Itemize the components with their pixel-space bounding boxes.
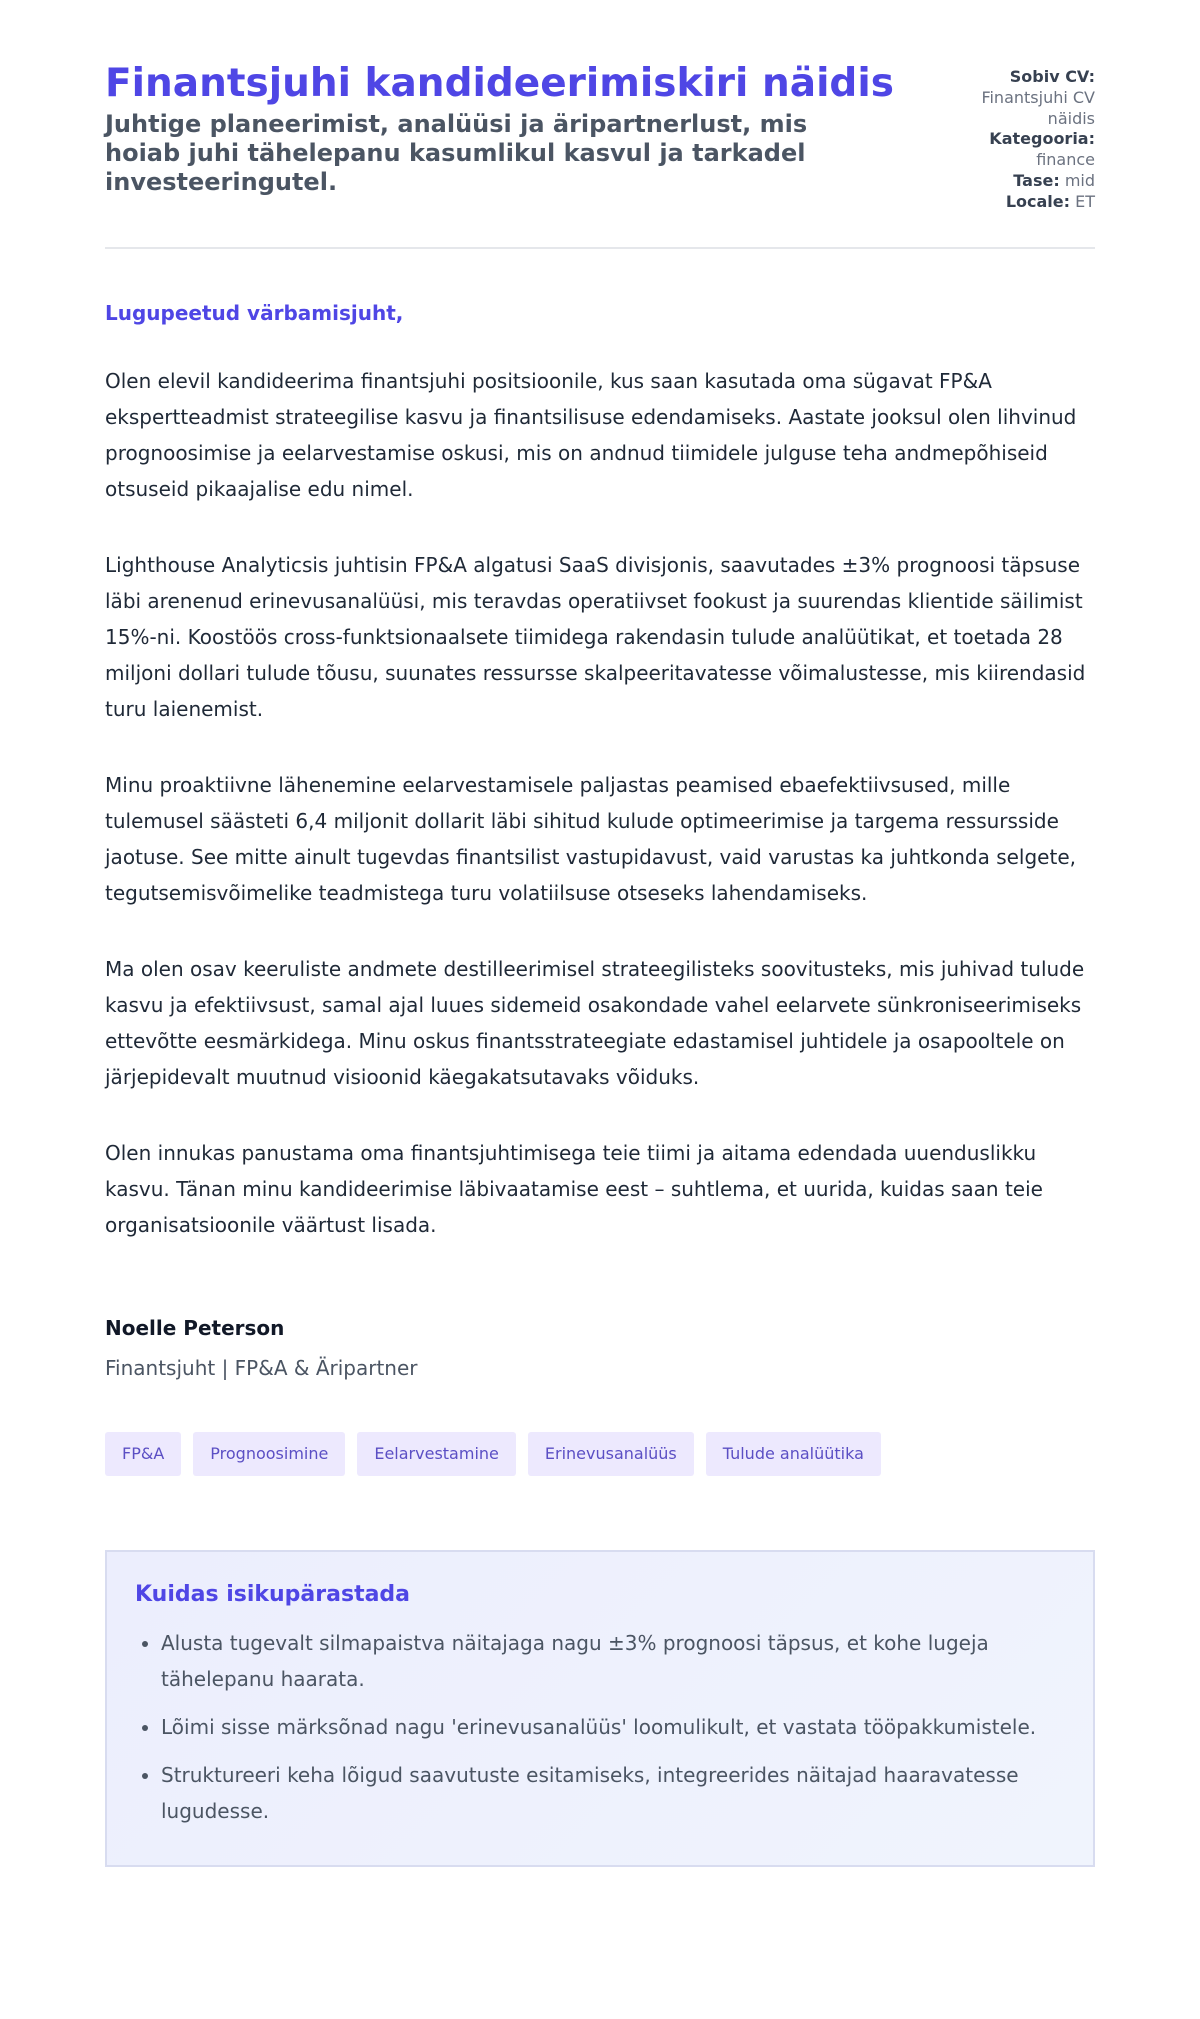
letter-paragraph: Olen innukas panustama oma finantsjuhtimisega teie tiimi ja aitama edendada uuenduslikku kasvu. Tänan minu kandideerimise läbivaatamise eest – suhtlema, et uurida, kuidas saan teie organisatsioonile väärtust lisada.	[105, 1140, 1043, 1237]
letter-paragraph: Minu proaktiivne lähenemine eelarvestamisele paljastas peamised ebaefektiivsused, mille tulemusel säästeti 6,4 miljonit dollarit läbi sihitud kulude optimeerimise ja targema ressursside jaotuse. See mitte ainult tugevdas finantsilist vastupidavust, vaid varustas ka juhtkonda selgete, tegutsemisvõimelike teadmistega turu volatiilsuse otseseks lahendamiseks.	[105, 772, 1076, 905]
meta-locale	[965, 192, 1095, 213]
letter-paragraph: Ma olen osav keeruliste andmete destilleerimisel strateegilisteks soovitusteks, mis juhivad tulude kasvu ja efektiivsust, samal ajal luues sidemeid osakondade vahel eelarvete sünkroniseerimiseks ettevõtte eesmärkidega. Minu oskus finantsstrateegiate edastamisel juhtidele ja osapooltele on järjepidevalt muutnud visioonid käegakatsutavaks võiduks.	[105, 956, 1085, 1089]
signature-title: Finantsjuht | FP&A & Äripartner	[105, 1355, 418, 1380]
page-subtitle: Juhtige planeerimist, analüüsi ja äripartnerlust, mis hoiab juhi tähelepanu kasumlikul kasvul ja tarkadel investeeringutel.	[105, 109, 808, 197]
skill-tags	[105, 1432, 1095, 1476]
meta-level	[965, 171, 1095, 192]
meta-level-label: Tase:	[1013, 170, 1060, 190]
page-title: Finantsjuhi kandideerimiskiri näidis	[105, 61, 894, 106]
tip-item: • Struktureeri keha lõigud saavutuste esitamiseks, integreerides näitajad haaravatesse lugudesse.	[161, 1757, 1065, 1829]
meta-category-label: Kategooria:	[989, 129, 1095, 149]
letter-body	[105, 363, 1095, 1243]
tips-title: Kuidas isikupärastada	[135, 1581, 411, 1607]
tips-list	[135, 1625, 1065, 1829]
tip-item: • Lõimi sisse märksõnad nagu 'erinevusanalüüs' loomulikult, et vastata tööpakkumistele.	[161, 1709, 1065, 1745]
signature-name: Noelle Peterson	[105, 1315, 285, 1340]
skill-tag: Prognoosimine	[193, 1432, 345, 1476]
meta-locale-value: ET	[1075, 191, 1095, 211]
letter-greeting: Lugupeetud värbamisjuht,	[105, 300, 404, 325]
skill-tag: Eelarvestamine	[357, 1432, 516, 1476]
meta-panel	[965, 62, 1095, 213]
skill-tag: Tulude analüütika	[706, 1432, 881, 1476]
personalization-tips	[105, 1550, 1095, 1867]
skill-tag: FP&A	[105, 1432, 181, 1476]
letter-paragraph: Olen elevil kandideerima finantsjuhi positsioonile, kus saan kasutada oma sügavat FP&A ekspertteadmist strateegilise kasvu ja finantsilisuse edendamiseks. Aastate jooksul olen lihvinud prognoosimise ja eelarvestamise oskusi, mis on andnud tiimidele julguse teha andmepõhiseid otsuseid pikaajalise edu nimel.	[105, 368, 1077, 501]
meta-locale-label: Locale:	[1005, 191, 1071, 211]
skill-tag: Erinevusanalüüs	[528, 1432, 694, 1476]
meta-level-value: mid	[1064, 170, 1095, 190]
meta-category-value: finance	[1036, 150, 1095, 170]
cover-letter-page	[105, 0, 1095, 1867]
tip-item: • Alusta tugevalt silmapaistva näitajaga nagu ±3% prognoosi täpsus, et kohe lugeja tähelepanu haarata.	[161, 1625, 1065, 1697]
meta-cv-label: Sobiv CV:	[1009, 67, 1095, 86]
page-header	[105, 62, 1095, 249]
letter-paragraph: Lighthouse Analyticsis juhtisin FP&A algatusi SaaS divisjonis, saavutades ±3% prognoosi täpsuse läbi arenenud erinevusanalüüsi, mis teravdas operatiivset fookust ja suurendas klientide säilimist 15%-ni. Koostöös cross-funktsionaalsete tiimidega rakendasin tulude analüütikat, et toetada 28 miljoni dollari tulude tõusu, suunates ressursse skalpeeritavatesse võimalustesse, mis kiirendasid turu laienemist.	[105, 552, 1086, 721]
meta-cv-value[interactable]: Finantsjuhi CV näidis	[981, 87, 1095, 128]
meta-category	[965, 129, 1095, 171]
meta-cv	[965, 67, 1095, 129]
header-titles	[105, 62, 935, 197]
